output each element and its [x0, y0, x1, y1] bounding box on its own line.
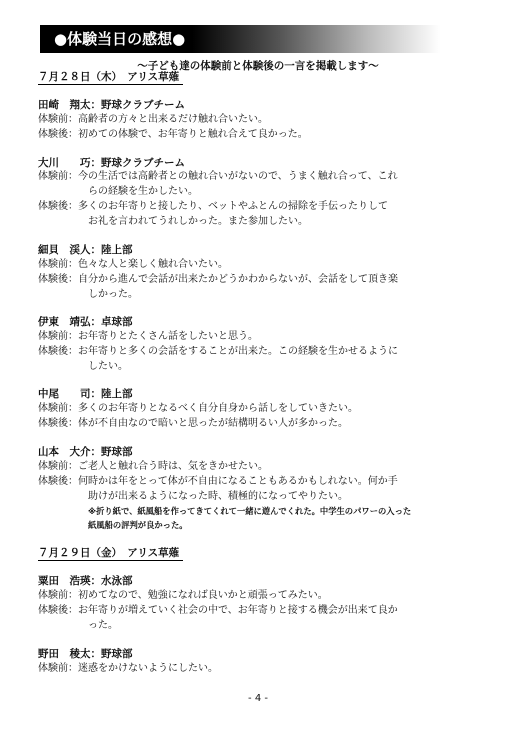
- entry-line: 体験前：お年寄りとたくさん話をしたいと思う。: [38, 331, 258, 342]
- entry-line: 体験前：高齢者の方々と出来るだけ触れ合いたい。: [38, 114, 268, 125]
- entry-name: 細貝 渓人：陸上部: [38, 244, 133, 256]
- entry-name: 野田 稜太：野球部: [38, 648, 133, 660]
- entry-line: 体験後：自分から進んで会話が出来たかどうかわからないが、会話をして頂き楽: [38, 274, 398, 285]
- entry-line: 体験後：初めての体験で、お年寄りと触れ合えて良かった。: [38, 129, 308, 140]
- entry-name: 大川 巧：野球クラブチーム: [38, 157, 185, 169]
- entry-line: 体験前：色々な人と楽しく触れ合いたい。: [38, 259, 228, 270]
- section-title: ●体験当日の感想●: [54, 30, 186, 48]
- date-heading-1: ７月２８日（木） アリス草薙: [38, 70, 183, 85]
- entry-line: お礼を言われてうれしかった。また参加したい。: [88, 216, 308, 227]
- entry-line: らの経験を生かしたい。: [88, 186, 198, 197]
- entry-note: ※折り紙で、紙風船を作ってきてくれて一緒に遊んでくれた。中学生のパワーの入った: [88, 506, 412, 516]
- entry-line: 体験前：初めてなので、勉強になれば良いかと頑張ってみたい。: [38, 590, 328, 601]
- entry-name: 粟田 浩瑛：水泳部: [38, 575, 133, 587]
- entry-line: 体験前：迷惑をかけないようにしたい。: [38, 663, 218, 674]
- entry-line: 体験後：お年寄りが増えていく社会の中で、お年寄りと接する機会が出来て良か: [38, 605, 398, 616]
- entry-line: 体験後：多くのお年寄りと接したり、ベットやふとんの掃除を手伝ったりして: [38, 201, 388, 212]
- subtitle: 〜子ども達の体験前と体験後の一言を掲載します〜: [137, 60, 379, 72]
- entry-name: 山本 大介：野球部: [38, 446, 133, 458]
- entry-line: った。: [88, 620, 118, 631]
- section-banner: [40, 25, 440, 53]
- entry-name: 伊東 靖弘：卓球部: [38, 316, 133, 328]
- entry-line: 助けが出来るようになった時、積極的になってやりたい。: [88, 491, 348, 502]
- entry-name: 田崎 翔太：野球クラブチーム: [38, 99, 185, 111]
- entry-line: 体験後：何時かは年をとって体が不自由になることもあるかもしれない。何か手: [38, 476, 398, 487]
- entry-line: 体験前：ご老人と触れ合う時は、気をきかせたい。: [38, 461, 268, 472]
- entry-note: 紙風船の評判が良かった。: [88, 520, 188, 530]
- page-number: - 4 -: [248, 693, 268, 704]
- entry-line: 体験後：体が不自由なので暗いと思ったが結構明るい人が多かった。: [38, 418, 348, 429]
- entry-line: 体験前：多くのお年寄りとなるべく自分自身から話しをしていきたい。: [38, 403, 358, 414]
- entry-line: 体験前：今の生活では高齢者との触れ合いがないので、うまく触れ合って、これ: [38, 171, 398, 182]
- date-heading-2: ７月２９日（金） アリス草薙: [38, 546, 183, 561]
- entry-line: 体験後：お年寄りと多くの会話をすることが出来た。この経験を生かせるように: [38, 346, 398, 357]
- entry-line: しかった。: [88, 289, 138, 300]
- entry-name: 中尾 司：陸上部: [38, 388, 133, 400]
- entry-line: したい。: [88, 361, 128, 372]
